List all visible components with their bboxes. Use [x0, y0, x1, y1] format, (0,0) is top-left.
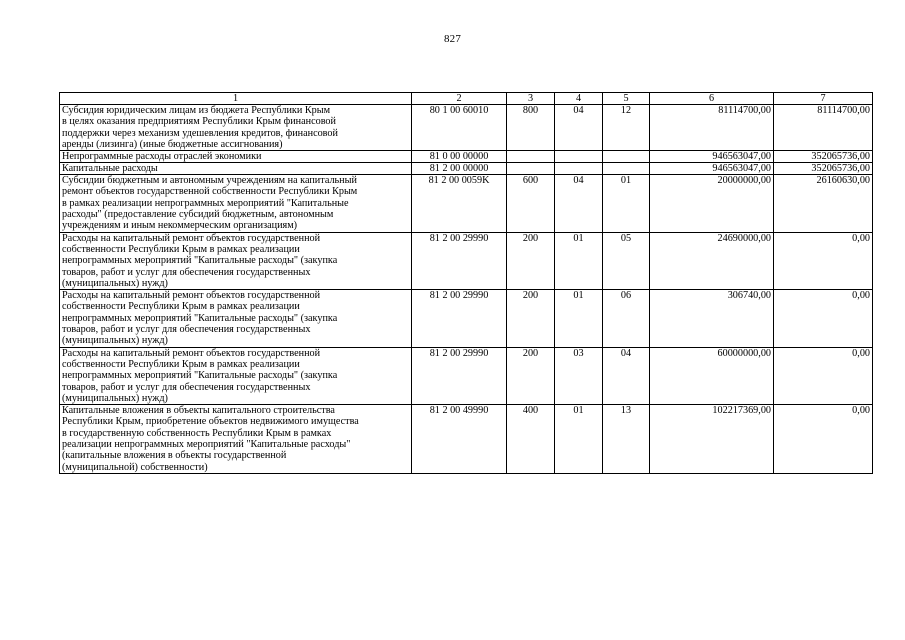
row-budget-code: 81 2 00 00000: [412, 163, 507, 175]
row-budget-code: 81 0 00 00000: [412, 151, 507, 163]
row-expense-type: 200: [507, 290, 555, 347]
row-subsection: 06: [603, 290, 650, 347]
row-budget-code: 81 2 00 49990: [412, 405, 507, 474]
row-budget-code: 81 2 00 29990: [412, 290, 507, 347]
row-section: 04: [555, 105, 603, 151]
row-amount-1: 102217369,00: [650, 405, 774, 474]
column-header: 5: [603, 93, 650, 105]
row-description: Субсидия юридическим лицам из бюджета Республики Крым в целях оказания предприятиям Республики Крым финансовой поддержки через механизм удешевления кредитов, финансовой аренды (лизинга) (иные бюджетные ассигнования): [60, 105, 412, 151]
budget-table: [59, 92, 873, 474]
row-description: Расходы на капитальный ремонт объектов государственной собственности Республики Крым в рамках реализации непрограммных мероприятий "Капитальные расходы" (закупка товаров, работ и услуг для обеспечения государственных (муниципальных) нужд): [60, 347, 412, 404]
table-row: [60, 151, 873, 163]
table-row: [60, 347, 873, 404]
table-row: [60, 290, 873, 347]
row-amount-1: 24690000,00: [650, 232, 774, 289]
table-row: [60, 105, 873, 151]
row-amount-1: 946563047,00: [650, 163, 774, 175]
row-amount-1: 20000000,00: [650, 175, 774, 232]
row-budget-code: 81 2 00 0059K: [412, 175, 507, 232]
row-section: 01: [555, 405, 603, 474]
row-expense-type: 200: [507, 347, 555, 404]
row-amount-1: 60000000,00: [650, 347, 774, 404]
table-row: [60, 405, 873, 474]
table-row: [60, 163, 873, 175]
row-amount-2: 352065736,00: [774, 163, 873, 175]
column-header: 4: [555, 93, 603, 105]
row-budget-code: 80 1 00 60010: [412, 105, 507, 151]
row-section: 01: [555, 290, 603, 347]
row-expense-type: 400: [507, 405, 555, 474]
row-description: Капитальные вложения в объекты капитального строительства Республики Крым, приобретение объектов недвижимого имущества в государственную собственность Республики Крым в рамках реализации непрограммных мероприятий "Капитальные расходы" (капитальные вложения в объекты государственной (муниципальной) собственности): [60, 405, 412, 474]
row-description: Капитальные расходы: [60, 163, 412, 175]
row-subsection: 04: [603, 347, 650, 404]
row-expense-type: [507, 163, 555, 175]
column-header: 7: [774, 93, 873, 105]
row-description: Субсидии бюджетным и автономным учреждениям на капитальный ремонт объектов государственной собственности Республики Крым в рамках реализации непрограммных мероприятий "Капитальные расходы" (предоставление субсидий бюджетным, автономным учреждениям и иным некоммерческим организациям): [60, 175, 412, 232]
row-subsection: 13: [603, 405, 650, 474]
row-description: Расходы на капитальный ремонт объектов государственной собственности Республики Крым в рамках реализации непрограммных мероприятий "Капитальные расходы" (закупка товаров, работ и услуг для обеспечения государственных (муниципальных) нужд): [60, 232, 412, 289]
row-subsection: 01: [603, 175, 650, 232]
row-budget-code: 81 2 00 29990: [412, 347, 507, 404]
table-header-row: [60, 93, 873, 105]
page-number: 827: [443, 33, 462, 45]
row-subsection: 05: [603, 232, 650, 289]
row-amount-2: 0,00: [774, 405, 873, 474]
row-amount-2: 81114700,00: [774, 105, 873, 151]
row-amount-1: 81114700,00: [650, 105, 774, 151]
row-section: 01: [555, 232, 603, 289]
column-header: 6: [650, 93, 774, 105]
row-amount-2: 26160630,00: [774, 175, 873, 232]
row-amount-2: 0,00: [774, 290, 873, 347]
row-expense-type: [507, 151, 555, 163]
column-header: 2: [412, 93, 507, 105]
row-expense-type: 800: [507, 105, 555, 151]
row-amount-2: 0,00: [774, 232, 873, 289]
row-expense-type: 200: [507, 232, 555, 289]
row-subsection: [603, 163, 650, 175]
row-description: Расходы на капитальный ремонт объектов государственной собственности Республики Крым в рамках реализации непрограммных мероприятий "Капитальные расходы" (закупка товаров, работ и услуг для обеспечения государственных (муниципальных) нужд): [60, 290, 412, 347]
row-amount-2: 352065736,00: [774, 151, 873, 163]
row-section: [555, 151, 603, 163]
row-amount-1: 946563047,00: [650, 151, 774, 163]
row-section: 04: [555, 175, 603, 232]
row-expense-type: 600: [507, 175, 555, 232]
table-row: [60, 175, 873, 232]
table-row: [60, 232, 873, 289]
row-section: 03: [555, 347, 603, 404]
row-section: [555, 163, 603, 175]
column-header: 3: [507, 93, 555, 105]
row-description: Непрограммные расходы отраслей экономики: [60, 151, 412, 163]
row-subsection: [603, 151, 650, 163]
column-header: 1: [60, 93, 412, 105]
row-amount-1: 306740,00: [650, 290, 774, 347]
row-subsection: 12: [603, 105, 650, 151]
row-amount-2: 0,00: [774, 347, 873, 404]
row-budget-code: 81 2 00 29990: [412, 232, 507, 289]
